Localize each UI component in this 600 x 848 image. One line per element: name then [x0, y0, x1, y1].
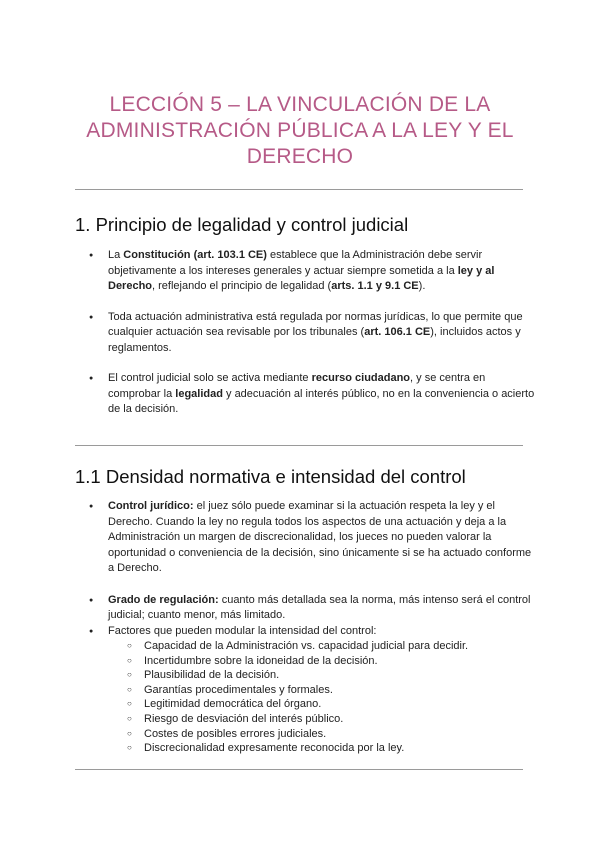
list-item: ● Grado de regulación: cuanto más detallada sea la norma, más intenso será el control judicial; cuanto menor, más limitado. [75, 593, 535, 624]
list-item: ● Toda actuación administrativa está regulada por normas jurídicas, lo que permite que cualquier actuación sea revisable por los tribunales (art. 106.1 CE), incluidos actos y reglamentos. [75, 310, 535, 357]
lesson-title [60, 92, 540, 170]
list-item: ● El control judicial solo se activa mediante recurso ciudadano, y se centra en comprobar la legalidad y adecuación al interés público, no en la conveniencia o acierto de la decisión. [75, 371, 535, 418]
sub-list-item: ○ Legitimidad democrática del órgano. [108, 697, 535, 712]
sub-list-item: ○ Incertidumbre sobre la idoneidad de la decisión. [108, 654, 535, 669]
list-item: ● Control jurídico: el juez sólo puede examinar si la actuación respeta la ley y el Derecho. Cuando la ley no regula todos los aspectos de una actuación y deja a la Administración un margen de discrecionalidad, los jueces no pueden valorar la oportunidad o conveniencia de la decisión, sino únicamente si se ha actuado conforme a Derecho. [75, 499, 535, 577]
list-item: ● Factores que pueden modular la intensidad del control: ○ Capacidad de la Administración vs. capacidad judicial para decidir. ○ Incertidumbre sobre la idoneidad de la decisión. ○ Plausibilidad de la decisión. ○ Garantías procedimentales y formales. ○ Legitimidad democrática del órgano. ○ Riesgo de desviación del interés público. ○ Costes de posibles errores judiciales. ○ Discrecionalidad expresamente reconocida por la ley. [75, 624, 535, 756]
title-line-1: LECCIÓN 5 – LA VINCULACIÓN DE LA [109, 93, 491, 116]
sub-list-item: ○ Riesgo de desviación del interés público. [108, 712, 535, 727]
factors-sublist [108, 639, 535, 756]
sub-list-item: ○ Capacidad de la Administración vs. capacidad judicial para decidir. [108, 639, 535, 654]
sub-list-item: ○ Costes de posibles errores judiciales. [108, 727, 535, 742]
sub-list-item: ○ Plausibilidad de la decisión. [108, 668, 535, 683]
sub-list-item: ○ Discrecionalidad expresamente reconocida por la ley. [108, 741, 535, 756]
section1-list [75, 248, 535, 418]
list-item: ● La Constitución (art. 103.1 CE) establece que la Administración debe servir objetivamente a los intereses generales y actuar siempre sometida a la ley y al Derecho, reflejando el principio de legalidad (arts. 1.1 y 9.1 CE). [75, 248, 535, 295]
divider-top [75, 189, 523, 190]
section2-list [75, 499, 535, 756]
title-line-2: ADMINISTRACIÓN PÚBLICA A LA LEY Y EL [86, 119, 514, 142]
section-heading-legalidad: 1. Principio de legalidad y control judicial [75, 214, 409, 235]
divider-bottom [75, 769, 523, 770]
section-heading-densidad: 1.1 Densidad normativa e intensidad del control [75, 466, 466, 487]
title-line-3: DERECHO [246, 145, 354, 168]
sub-list-item: ○ Garantías procedimentales y formales. [108, 683, 535, 698]
divider-middle [75, 445, 523, 446]
